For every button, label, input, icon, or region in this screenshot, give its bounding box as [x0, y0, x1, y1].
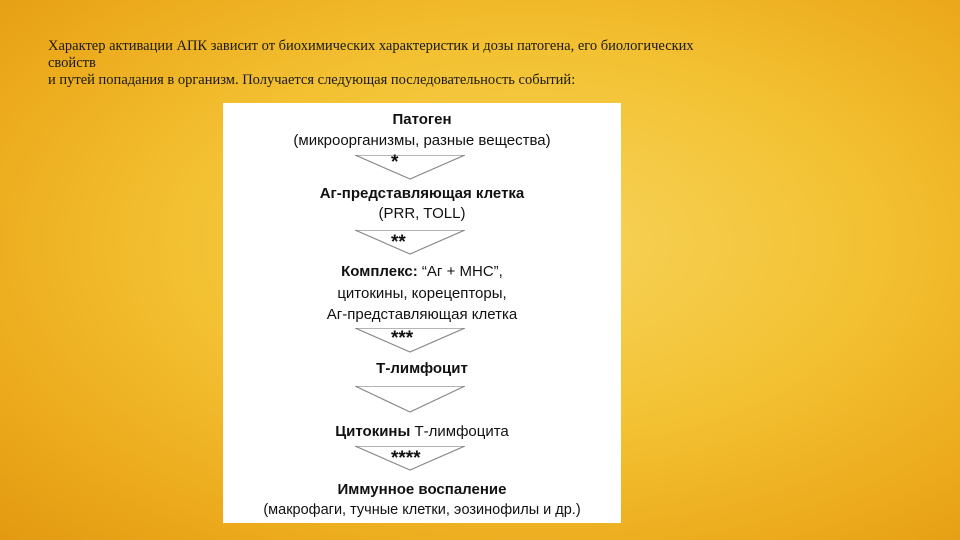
intro-text	[48, 38, 928, 89]
step-1-mark: *	[391, 152, 399, 173]
inflammation-subtitle: (макрофаги, тучные клетки, эозинофилы и др.)	[263, 502, 581, 518]
sequence-diagram	[223, 103, 621, 523]
intro-line-3: и путей попадания в организм. Получается следующая последовательность событий:	[48, 72, 576, 88]
step-2-mark: **	[391, 232, 406, 253]
complex-line-2: цитокины, корецепторы,	[337, 285, 507, 302]
intro-line-2: свойств	[48, 55, 96, 71]
cytokines-label: Цитокины	[335, 423, 411, 440]
inflammation-title: Иммунное воспаление	[337, 481, 507, 498]
arrow-down-4-icon	[355, 386, 465, 412]
pathogen-subtitle: (микроорганизмы, разные вещества)	[293, 132, 551, 149]
apc-subtitle: (PRR, TOLL)	[378, 205, 466, 222]
apc-title: Аг-представляющая клетка	[319, 185, 525, 202]
complex-label: Комплекс:	[341, 263, 418, 280]
cytokines-line	[223, 423, 621, 441]
cytokines-text: Т-лимфоцита	[410, 423, 509, 440]
complex-text: “Аг + МНС”,	[417, 263, 503, 280]
t-lymphocyte: Т-лимфоцит	[376, 360, 468, 377]
intro-line-1: Характер активации АПК зависит от биохимических характеристик и дозы патогена, его биологических	[48, 38, 694, 54]
complex-line-3: Аг-представляющая клетка	[326, 306, 518, 323]
step-3-mark: ***	[391, 328, 414, 349]
complex-line-1	[223, 263, 621, 281]
pathogen-title: Патоген	[392, 111, 452, 128]
step-4-mark: ****	[391, 448, 421, 469]
